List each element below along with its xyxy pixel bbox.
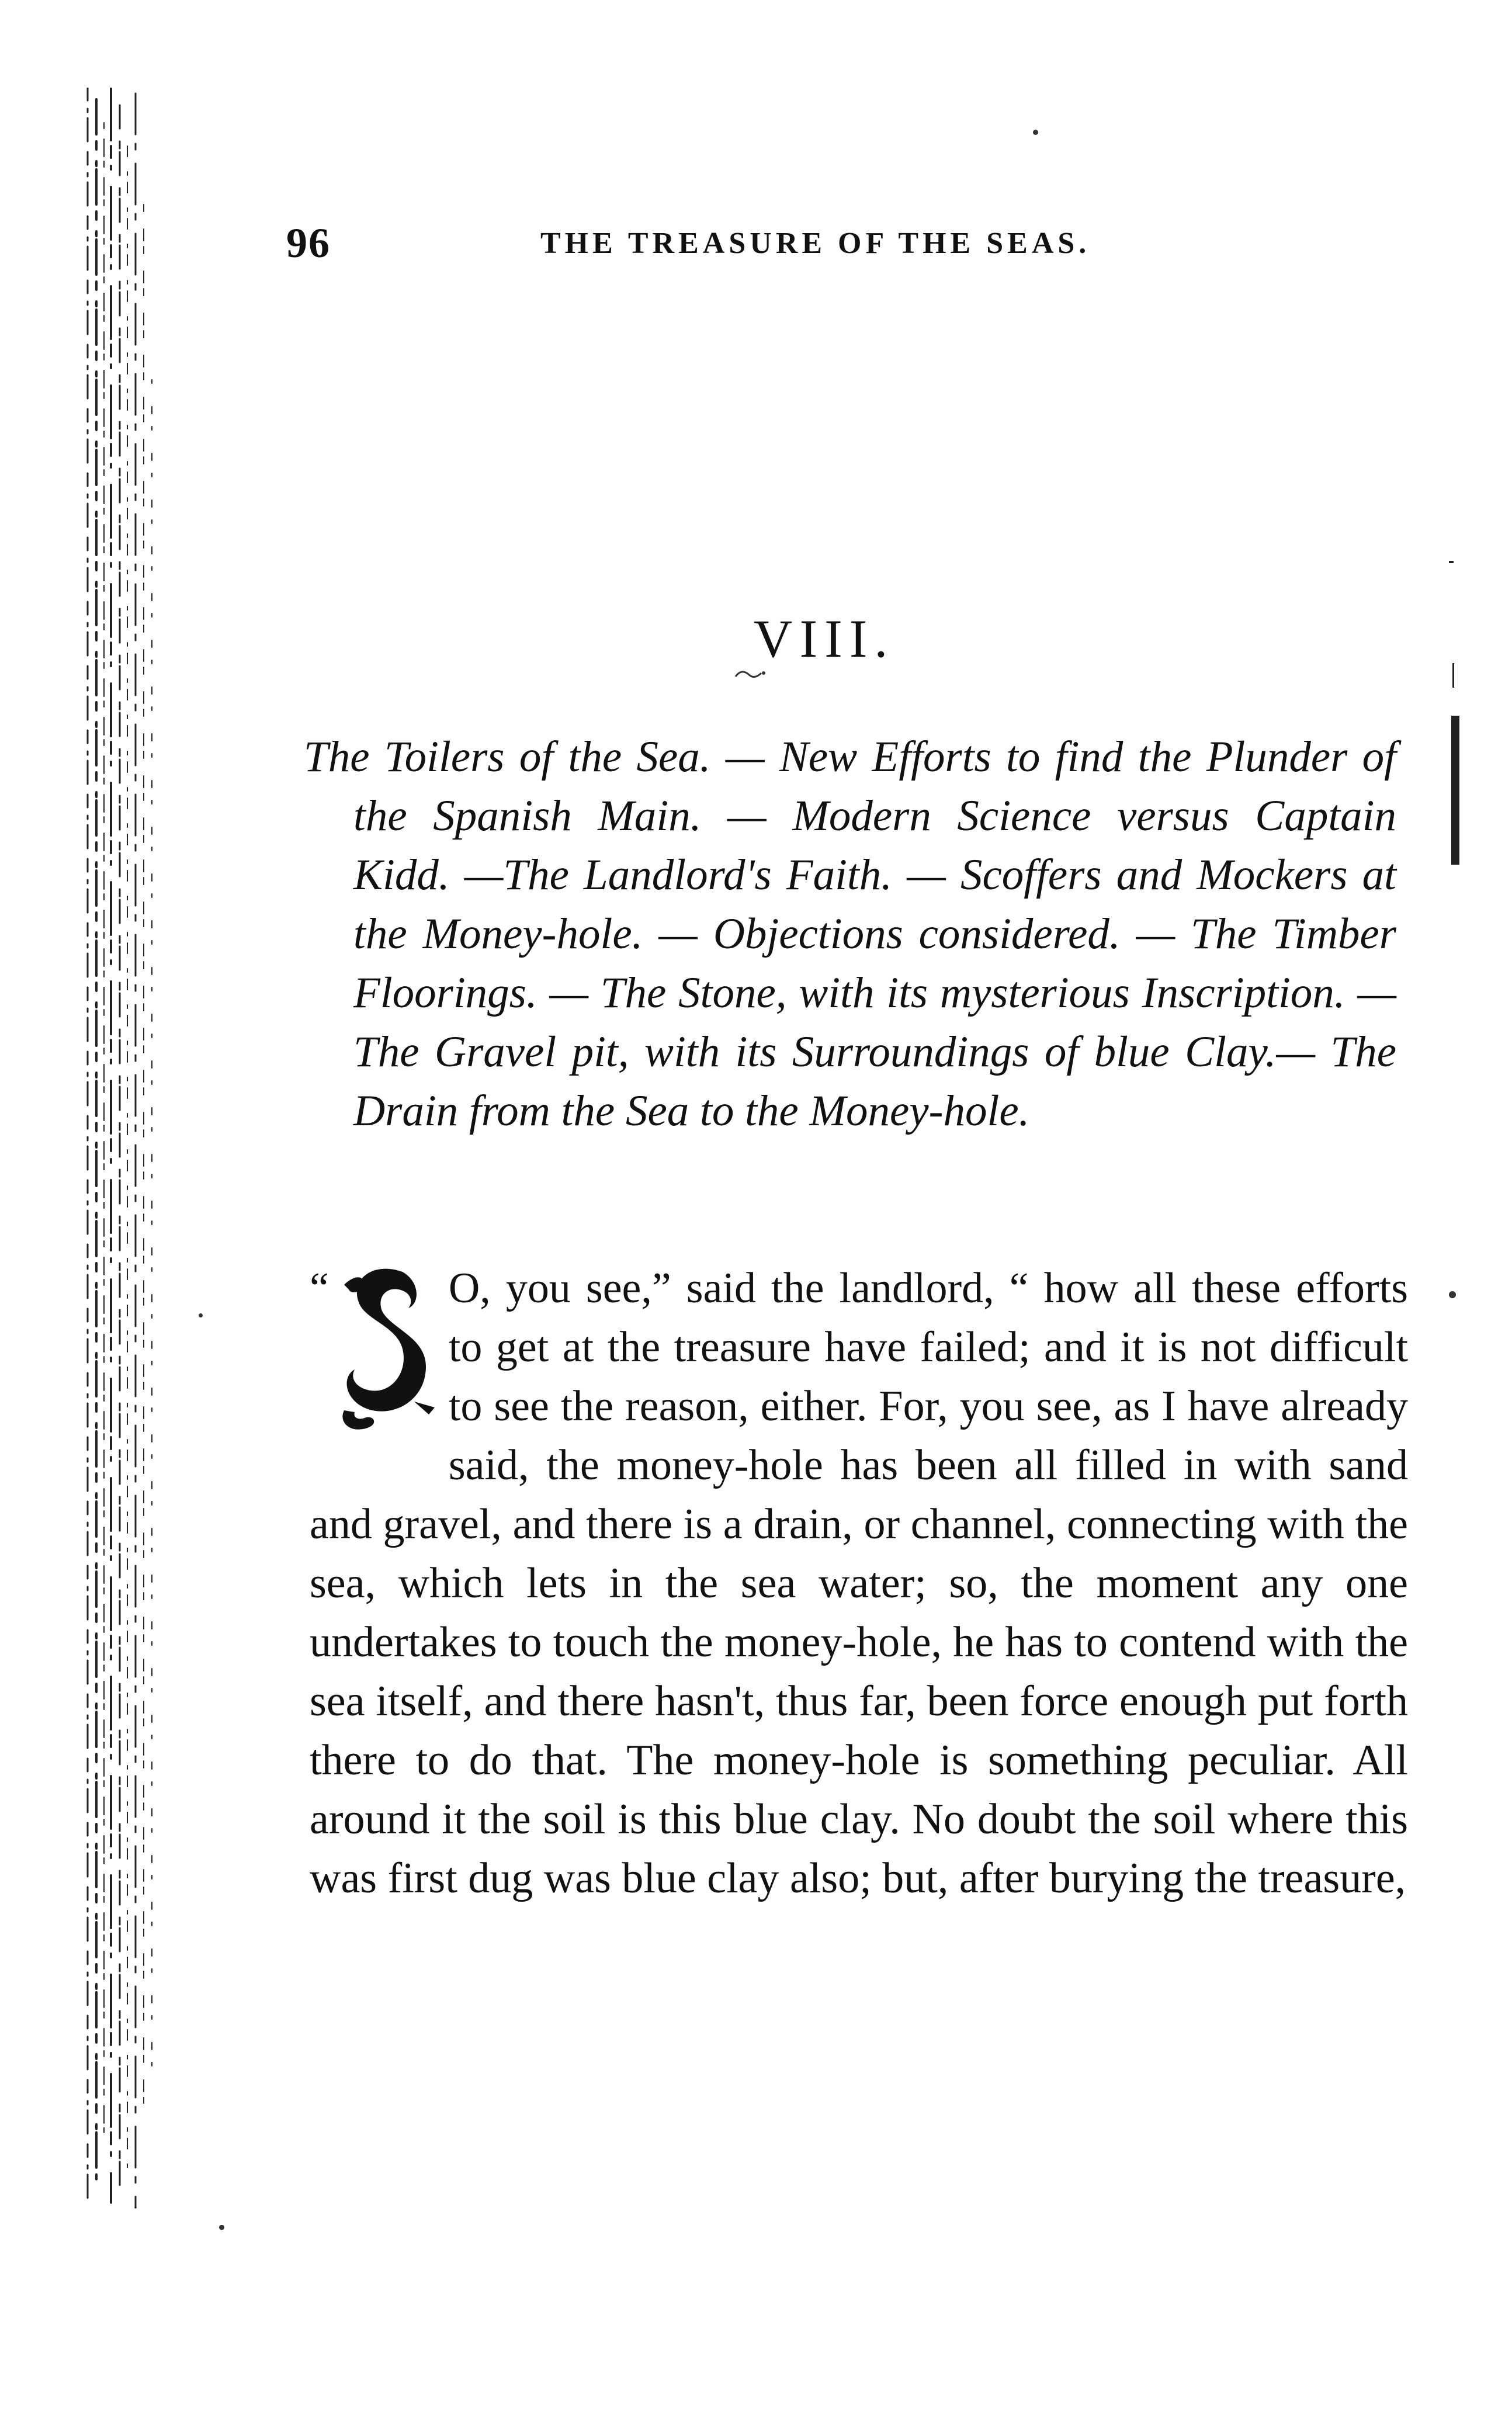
margin-rule-mark	[1451, 716, 1459, 865]
drop-cap-s-icon	[332, 1261, 441, 1437]
running-title: THE TREASURE OF THE SEAS.	[540, 227, 1091, 260]
margin-dot	[219, 2225, 224, 2230]
margin-dot	[1033, 130, 1038, 135]
page-number: 96	[286, 220, 331, 266]
flourish-ornament-icon	[733, 666, 768, 684]
chapter-argument	[304, 727, 1396, 1140]
margin-dot	[199, 1313, 203, 1317]
margin-tick-mark	[1449, 561, 1454, 563]
chapter-argument-text: The Toilers of the Sea. — New Efforts to find the Plunder of the Spanish Main. — Modern Science versus Captain Kidd. —The Landlord's Faith. — Scoffers and Mockers at the Money-hole. — Objections considered. — The Timber Floorings. — The Stone, with its mysterious Inscription. —The Gravel pit, with its Surroundings of blue Clay.— The Drain from the Sea to the Money-hole.	[304, 733, 1396, 1135]
body-paragraph	[310, 1259, 1408, 1908]
opening-quote: “	[310, 1264, 329, 1312]
margin-dot	[1449, 1291, 1456, 1298]
body-paragraph-text: O, you see,” said the landlord, “ how all these efforts to get at the treasure have failed; and it is not difficult to see the reason, either. For, you see, as I have already said, the money-hole has been all filled in with sand and gravel, and there is a drain, or channel, connecting with the sea, which lets in the sea water; so, the moment any one undertakes to touch the money-hole, he has to contend with the sea itself, and there hasn't, thus far, been force enough put forth there to do that. The money-hole is something peculiar. All around it the soil is this blue clay. No doubt the soil where this was first dug was blue clay also; but, after burying the treasure,	[310, 1264, 1408, 1902]
margin-tick-mark	[1452, 663, 1454, 688]
running-header	[286, 219, 1198, 272]
chapter-number: VIII.	[754, 609, 895, 668]
binding-gutter-marks	[64, 88, 164, 2208]
